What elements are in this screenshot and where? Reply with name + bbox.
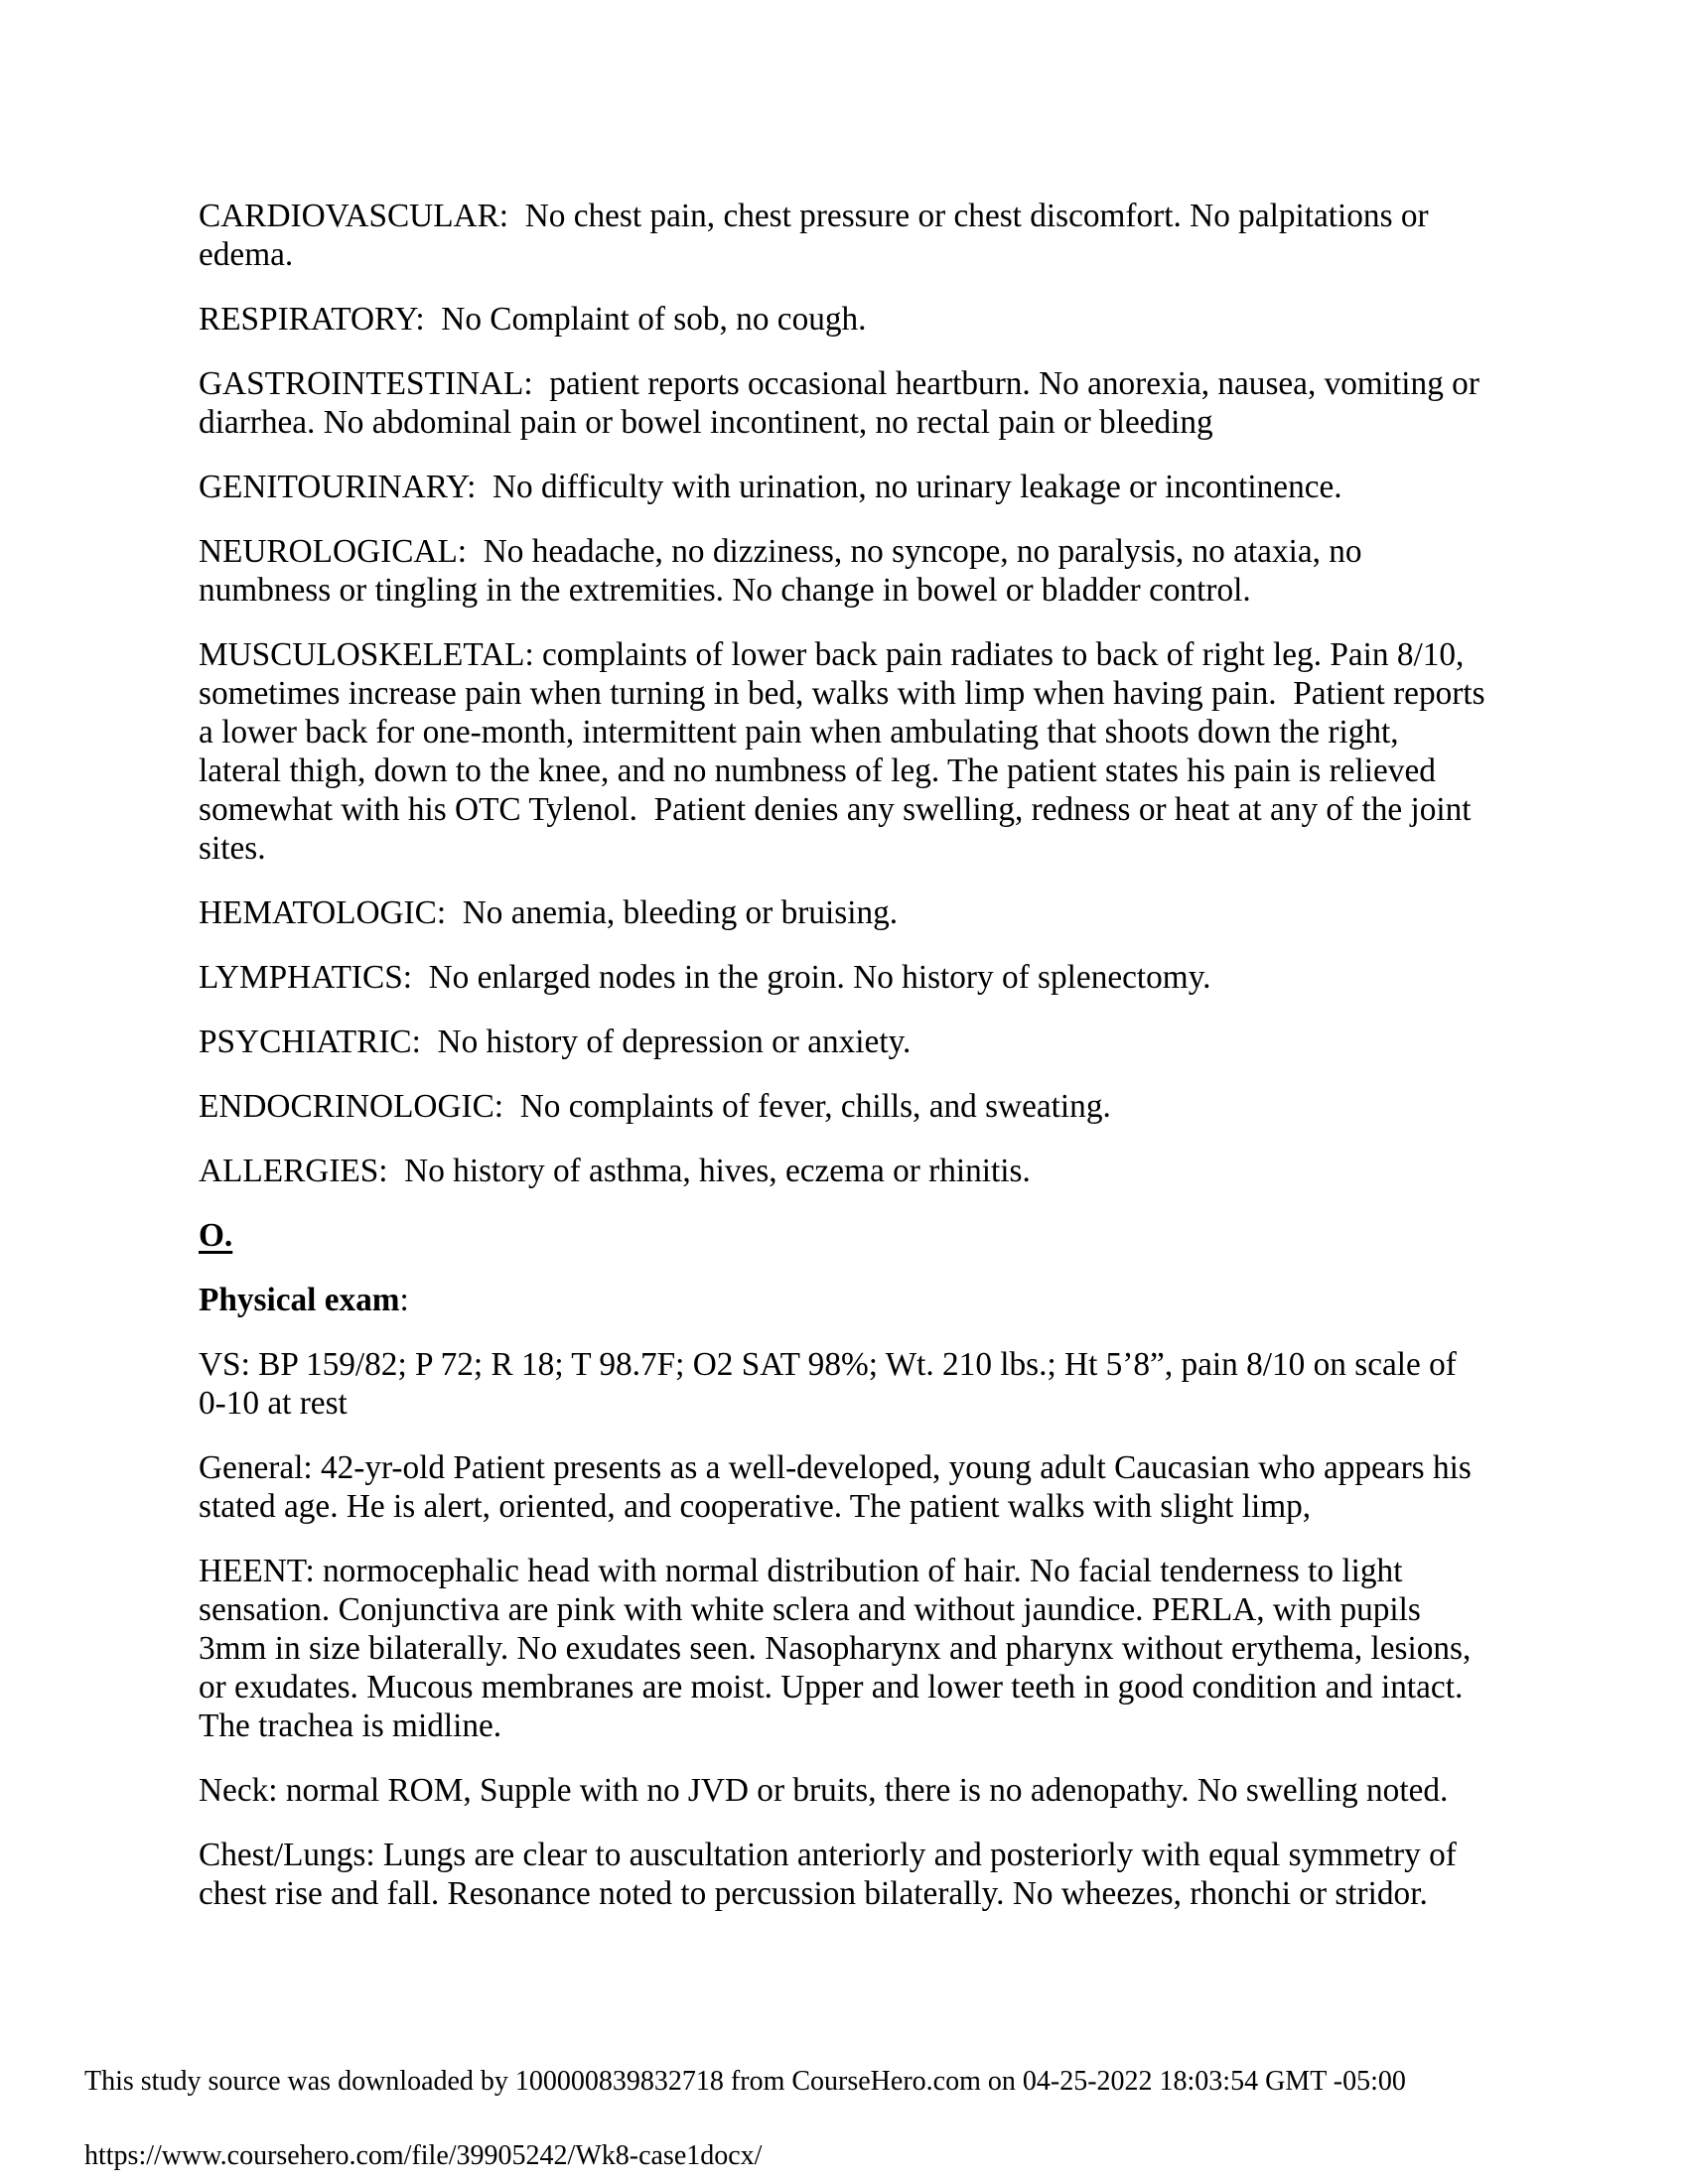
physical-exam-label: Physical exam [199,1282,400,1318]
paragraph-vital-signs: VS: BP 159/82; P 72; R 18; T 98.7F; O2 SAT 98%; Wt. 210 lbs.; Ht 5’8”, pain 8/10 on scale of 0-10 at rest [199,1346,1466,1422]
physical-exam-heading [199,1281,1489,1319]
paragraph-lymphatics: LYMPHATICS: No enlarged nodes in the groin. No history of splenectomy. [199,959,1211,996]
footer-download-info: This study source was downloaded by 100000839832718 from CourseHero.com on 04-25-2022 18:03:54 GMT -05:00 [84,2066,1406,2097]
paragraph-genitourinary: GENITOURINARY: No difficulty with urination, no urinary leakage or incontinence. [199,469,1342,505]
paragraph-allergies: ALLERGIES: No history of asthma, hives, eczema or rhinitis. [199,1153,1031,1189]
paragraph-musculoskeletal: MUSCULOSKELETAL: complaints of lower back pain radiates to back of right leg. Pain 8/10, sometimes increase pain when turning in bed, walks with limp when having pain. Patient reports a lower back for one-month, intermittent pain when ambulating that shoots down the right, lateral thigh, down to the knee, and no numbness of leg. The patient states his pain is relieved somewhat with his OTC Tylenol. Patient denies any swelling, redness or heat at any of the joint sites. [199,636,1493,867]
paragraph-general: General: 42-yr-old Patient presents as a well-developed, young adult Caucasian who appears his stated age. He is alert, oriented, and cooperative. The patient walks with slight limp, [199,1449,1480,1525]
paragraph-neck: Neck: normal ROM, Supple with no JVD or bruits, there is no adenopathy. No swelling noted. [199,1772,1449,1809]
footer-source-url: https://www.coursehero.com/file/39905242/Wk8-case1docx/ [84,2140,763,2171]
objective-heading [199,1216,1489,1255]
paragraph-neurological: NEUROLOGICAL: No headache, no dizziness, no syncope, no paralysis, no ataxia, no numbness or tingling in the extremities. No change in bowel or bladder control. [199,533,1370,609]
objective-heading-text: O. [199,1217,233,1254]
paragraph-chest-lungs: Chest/Lungs: Lungs are clear to auscultation anteriorly and posteriorly with equal symmetry of chest rise and fall. Resonance noted to percussion bilaterally. No wheezes, rhonchi or stridor. [199,1837,1466,1912]
document-body [199,197,1493,1939]
paragraph-gastrointestinal: GASTROINTESTINAL: patient reports occasional heartburn. No anorexia, nausea, vomiting or diarrhea. No abdominal pain or bowel incontinent, no rectal pain or bleeding [199,365,1488,441]
paragraph-heent: HEENT: normocephalic head with normal distribution of hair. No facial tenderness to light sensation. Conjunctiva are pink with white sclera and without jaundice. PERLA, with pupils 3mm in size bilaterally. No exudates seen. Nasopharynx and pharynx without erythema, lesions, or exudates. Mucous membranes are moist. Upper and lower teeth in good condition and intact. The trachea is midline. [199,1553,1479,1744]
paragraph-endocrinologic: ENDOCRINOLOGIC: No complaints of fever, chills, and sweating. [199,1088,1111,1125]
physical-exam-colon: : [399,1282,409,1318]
paragraph-cardiovascular: CARDIOVASCULAR: No chest pain, chest pressure or chest discomfort. No palpitations or edema. [199,198,1437,273]
paragraph-respiratory: RESPIRATORY: No Complaint of sob, no cough. [199,301,867,338]
paragraph-hematologic: HEMATOLOGIC: No anemia, bleeding or bruising. [199,894,899,931]
paragraph-psychiatric: PSYCHIATRIC: No history of depression or anxiety. [199,1024,912,1060]
